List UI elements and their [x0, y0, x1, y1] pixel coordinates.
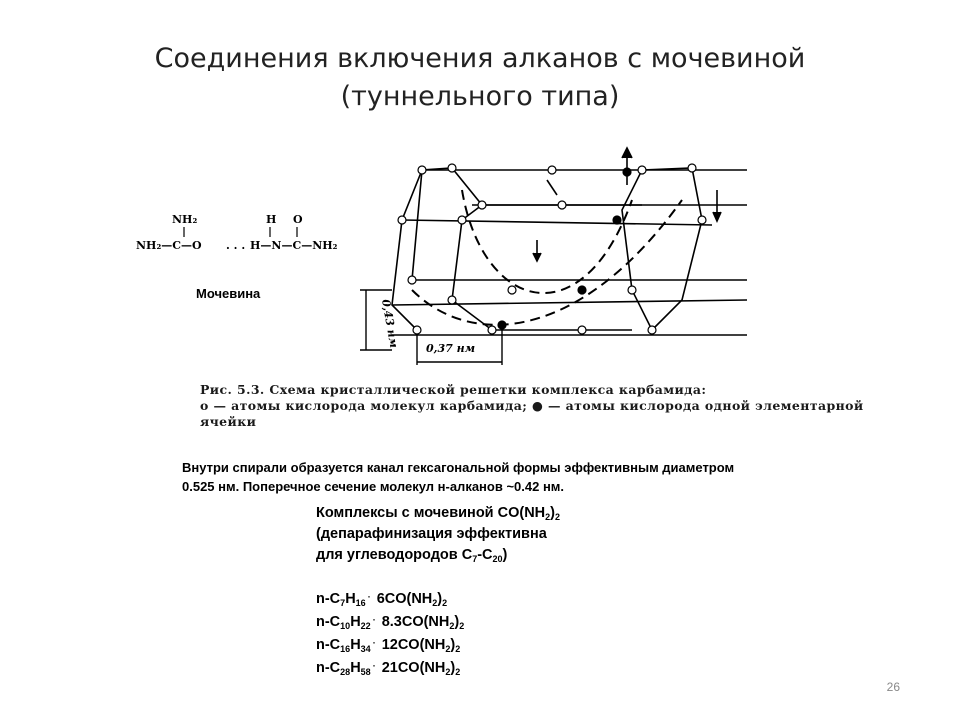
lattice-hexagon-edges — [392, 168, 702, 330]
urea-lattice-diagram — [352, 140, 752, 375]
dimension-043-label: 0,43 нм — [379, 298, 401, 349]
channel-description — [182, 458, 872, 496]
formula-right-part: H—N—C—NH₂ — [250, 239, 338, 252]
complex-entry: $n-C_{28}H_{58}^\cdot$ $21CO(NH_2)_2$ — [316, 660, 461, 677]
slide-title — [0, 40, 960, 116]
formula-dots: . . . — [226, 239, 246, 252]
complex-entry: $n-C_7H_{16}^\cdot$ $6CO(NH_2)_2$ — [316, 591, 448, 608]
caption-line-3: ячейки — [200, 414, 257, 429]
figure-caption — [200, 382, 900, 430]
complexes-note: (депарафинизация эффективна — [316, 526, 547, 542]
title-line-2: (туннельного типа) — [340, 81, 620, 112]
formula-h-top: H — [266, 213, 277, 226]
complex-entry: $n-C_{10}H_{22}^\cdot$ $8.3CO(NH_2)_2$ — [316, 614, 465, 631]
urea-label: Мочевина — [196, 286, 261, 301]
caption-line-1: Рис. 5.3. Схема кристаллической решетки комплекса карбамида: — [200, 382, 707, 397]
complexes-block — [316, 503, 736, 679]
formula-nh2-top: NH₂ — [172, 213, 198, 226]
complexes-heading: Комплексы с мочевиной $CO(NH_2)_2$ — [316, 505, 561, 522]
dimension-043 — [360, 290, 400, 350]
formula-o-top: O — [293, 213, 303, 226]
urea-structural-formula — [126, 205, 366, 265]
title-line-1: Соединения включения алканов с мочевиной — [154, 43, 806, 74]
complexes-range: для углеводородов $C_7-C_{20}$) — [316, 547, 508, 564]
dimension-037-label: 0,37 нм — [426, 342, 476, 355]
complex-entry: $n-C_{16}H_{34}^\cdot$ $12CO(NH_2)_2$ — [316, 637, 461, 654]
caption-line-2: о — атомы кислорода молекул карбамида; ● — атомы кислорода одной элементарной — [200, 398, 864, 413]
formula-left-part: NH₂—C—O — [136, 239, 202, 252]
slide-number: 26 — [886, 680, 900, 694]
description-line-1: Внутри спирали образуется канал гексагональной формы эффективным диаметром — [182, 460, 735, 475]
lattice-atoms — [398, 164, 706, 334]
description-line-2: 0.525 нм. Поперечное сечение молекул н-алканов ~0.42 нм. — [182, 479, 565, 494]
